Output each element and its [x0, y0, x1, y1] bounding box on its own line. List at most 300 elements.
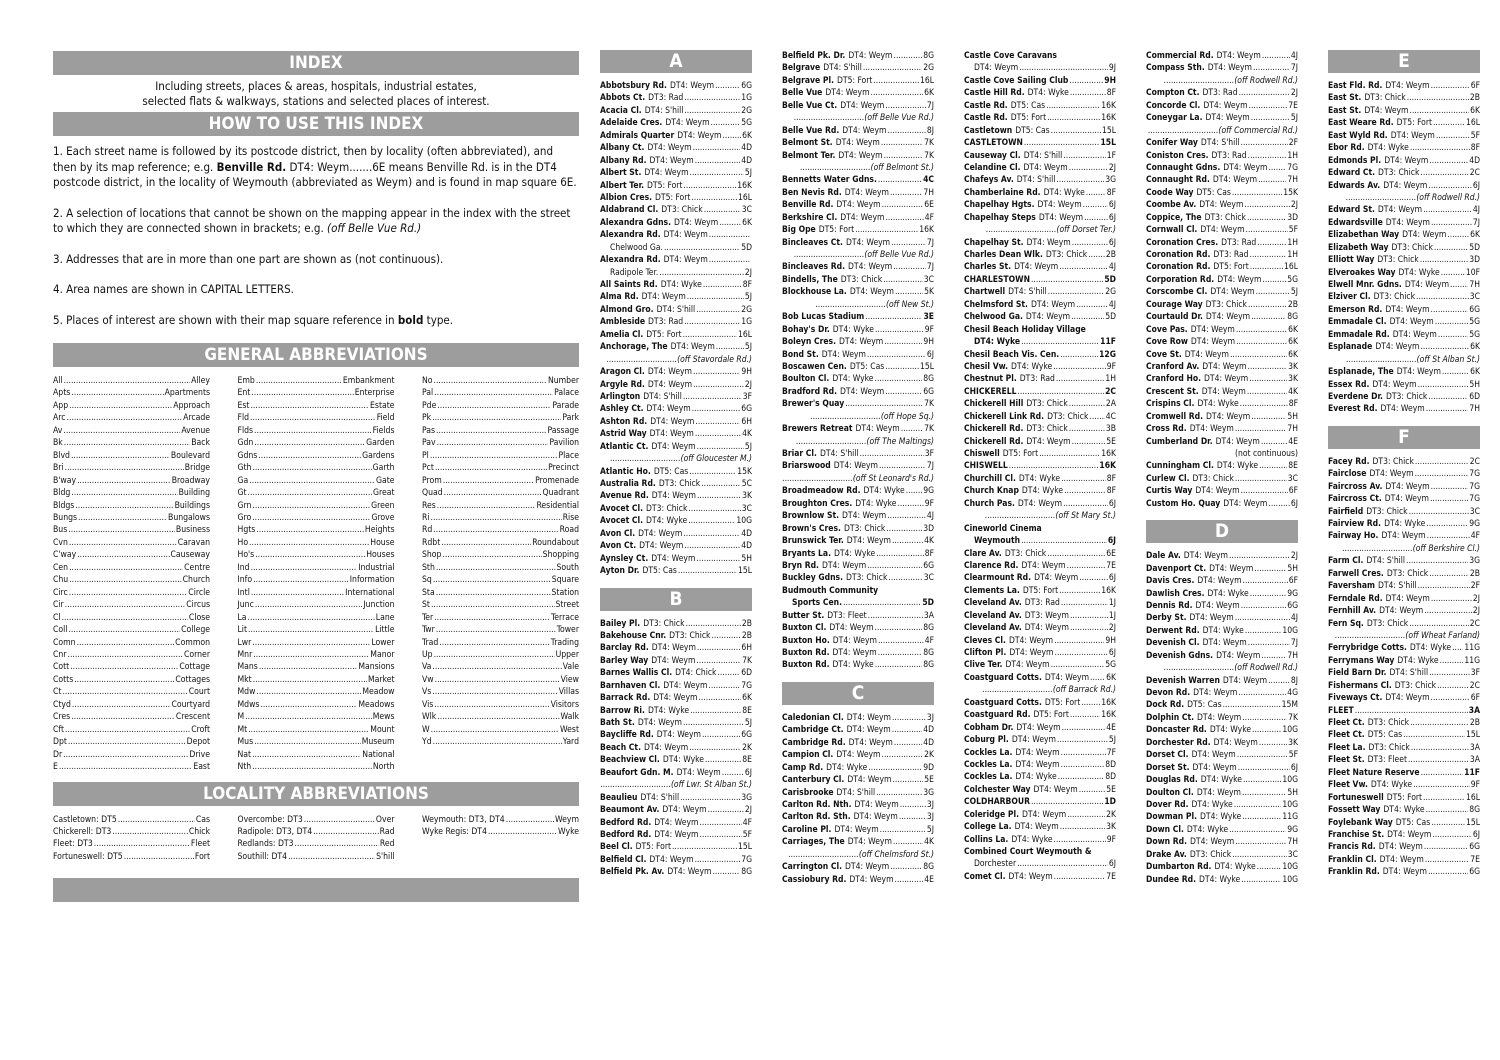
map-reference: 6J: [1290, 498, 1298, 509]
map-reference: 10G: [1282, 775, 1298, 786]
map-reference: 3G: [1105, 175, 1116, 186]
locality: DT3: Chick: [643, 618, 685, 629]
leader-dots: [1429, 667, 1470, 679]
leader-dots: [1436, 130, 1470, 142]
leader-dots: [664, 242, 740, 254]
index-entry: [782, 87, 934, 99]
index-entry: [1328, 841, 1480, 853]
leader-dots: [684, 540, 740, 552]
locality: DT4: Weym: [1021, 560, 1066, 571]
index-entry: [964, 722, 1116, 734]
leader-dots: [1238, 762, 1290, 774]
locality: DT3: Rad: [648, 317, 684, 328]
abbreviation-key: Sth: [422, 562, 435, 573]
locality: DT4: Weym: [650, 416, 695, 427]
leader-dots: [698, 692, 741, 704]
leader-dots: [59, 761, 192, 773]
abbreviation-key: Pas: [422, 425, 436, 436]
leader-dots: [701, 478, 741, 490]
leader-dots: [1447, 229, 1469, 241]
leader-dots: [715, 80, 740, 92]
street-name: Dorchester Rd.: [1146, 737, 1211, 748]
leader-dots: [1061, 747, 1106, 759]
leader-dots: [1055, 647, 1108, 659]
leader-dots: [256, 375, 342, 387]
leader-dots: [1088, 249, 1105, 261]
leader-dots: [248, 624, 374, 636]
abbreviation-value: Walk: [560, 712, 579, 723]
map-reference: 10G: [1282, 725, 1298, 736]
map-reference: 3F: [742, 391, 752, 402]
street-name: Church Pas.: [964, 498, 1015, 509]
locality: DT4: Weym: [1196, 787, 1242, 798]
abbreviation-key: Ho's: [237, 550, 255, 561]
index-entry: [964, 659, 1116, 671]
abbreviation-row: [53, 761, 210, 773]
locality: DT4: Wyke: [1370, 780, 1413, 791]
locality: DT3: Chick: [1204, 212, 1246, 223]
locality: DT4: Weym: [663, 680, 708, 691]
map-reference: 1D: [1104, 797, 1116, 808]
street-name: Bincleaves Ct.: [782, 237, 843, 248]
map-reference: 6K: [742, 217, 752, 228]
leader-dots: [1247, 361, 1287, 373]
map-reference: 6K: [1106, 672, 1116, 683]
locality: DT4: Weym: [1044, 672, 1090, 683]
street-name: Belle Vue Rd.: [782, 125, 840, 136]
map-reference: 2F: [1288, 138, 1298, 149]
index-entry: [964, 187, 1116, 199]
note-text: .............................(off Belmont St.): [800, 162, 934, 173]
map-reference: 5H: [1469, 379, 1480, 390]
street-name: Cockles La.: [964, 772, 1013, 783]
map-reference: 3K: [1288, 737, 1298, 748]
leader-dots: [693, 366, 740, 378]
note-text: .............................(off Wheat Farland): [1335, 630, 1480, 641]
abbreviation-key: Ctyd: [53, 699, 71, 710]
note-text: .............................(off St Alban St.): [1346, 354, 1480, 365]
map-reference: 16L: [1284, 262, 1298, 273]
index-entry: [1146, 824, 1298, 836]
street-name: Cranford Ho.: [1146, 374, 1202, 385]
leader-dots: [432, 412, 561, 424]
abbreviation-value: Promenade: [535, 475, 579, 486]
street-name: Abbotsbury Rd.: [600, 81, 667, 91]
locality: DT4: Weym: [1372, 379, 1417, 390]
abbreviation-key: Hgts: [237, 525, 256, 536]
map-reference: 3B: [1105, 424, 1116, 435]
index-entry: [600, 630, 752, 642]
map-reference: 16K: [1101, 697, 1116, 708]
map-reference: 2C: [1105, 386, 1116, 397]
index-note: [782, 473, 934, 485]
abbreviation-value: Lane: [375, 612, 395, 623]
leader-dots: [443, 475, 534, 487]
street-name: Connaught Rd.: [1146, 175, 1210, 186]
street-name: Fairway Ho.: [1328, 531, 1379, 542]
index-note: [964, 224, 1116, 236]
map-reference: 3K: [1288, 361, 1298, 372]
abbreviation-key: Wyke Regis: DT4: [422, 826, 487, 837]
leader-dots: [1019, 62, 1108, 74]
abbreviation-value: National: [362, 749, 395, 760]
abbreviation-key: Sta: [422, 587, 435, 598]
index-entry: [964, 747, 1116, 759]
map-reference: 5H: [1287, 563, 1298, 574]
index-entry: [782, 324, 934, 336]
locality: DT4: Weym: [1378, 842, 1423, 853]
leader-dots: [1069, 162, 1108, 174]
locality: DT4: Weym: [641, 292, 686, 303]
map-reference: 3C: [1469, 506, 1480, 517]
index-entry: [964, 150, 1116, 162]
abbreviation-key: Ter: [422, 612, 434, 623]
map-reference: 7J: [1290, 63, 1298, 74]
abbreviation-value: Roundabout: [532, 537, 579, 548]
abbreviation-row: [53, 724, 210, 736]
map-reference: 11F: [1464, 767, 1480, 778]
locality: DT4: Weym: [656, 730, 701, 741]
map-reference: 2B: [1469, 568, 1480, 579]
abbreviation-value: Fields: [372, 425, 395, 436]
street-name: Atlantic Ho.: [600, 466, 651, 477]
index-entry: [1146, 550, 1298, 562]
locality: DT4: Weym: [1011, 735, 1057, 746]
leader-dots: [893, 261, 926, 273]
street-name: Bob Lucas Stadium: [782, 312, 865, 323]
street-name: Carisbrooke: [782, 787, 834, 798]
locality: DT4: Weym: [639, 541, 684, 552]
index-entry: [600, 804, 752, 816]
abbreviation-key: Bungs: [53, 512, 78, 523]
note-text: .............................(off Rodwell Rd.): [1163, 75, 1298, 86]
leader-dots: [430, 450, 558, 462]
street-name: Buxton Rd.: [782, 648, 830, 658]
leader-dots: [1236, 336, 1287, 348]
abbreviation-row: [422, 624, 579, 636]
map-reference: 4F: [924, 635, 934, 646]
map-reference: 7E: [1106, 560, 1116, 571]
abbreviation-row: [53, 736, 210, 748]
map-reference: 6G: [741, 404, 752, 415]
locality: DT4: Weym: [1389, 317, 1434, 328]
street-name: Chafeys Av.: [964, 175, 1014, 186]
index-entry: [1146, 411, 1298, 423]
leader-dots: [253, 574, 349, 586]
leader-dots: [1428, 866, 1468, 878]
how-example: (off Belle Vue Rd.): [327, 221, 422, 235]
letter-header: C: [782, 682, 934, 705]
street-name: Fiveways Ct.: [1328, 693, 1383, 704]
leader-dots: [1017, 858, 1108, 870]
index-entry: [782, 286, 934, 298]
abbreviation-row: [422, 599, 579, 611]
street-name: Albany Rd.: [600, 155, 647, 166]
map-reference: 7E: [1106, 871, 1116, 882]
locality: DT4: Weym: [1017, 498, 1063, 509]
locality: DT4: Weym: [1377, 205, 1423, 216]
index-entry: [782, 762, 934, 774]
street-name: Derby St.: [1146, 613, 1187, 624]
street-name: Elliott Way: [1328, 255, 1375, 266]
index-entry: [1146, 373, 1298, 385]
index-entry: [1328, 180, 1480, 192]
street-name: Coppice, The: [1146, 212, 1202, 223]
note-text: .............................(off Barrack Rd.): [982, 685, 1116, 696]
index-entry: [600, 503, 752, 515]
map-reference: 6J: [1108, 200, 1116, 211]
leader-dots: [1056, 174, 1104, 186]
leader-dots: [68, 736, 186, 748]
leader-dots: [867, 560, 922, 572]
abbreviation-value: Park: [562, 413, 579, 424]
locality: DT4: Weym: [1023, 162, 1068, 173]
street-name: Cobham Dr.: [964, 722, 1014, 733]
locality: DT4: S'hill: [819, 449, 859, 459]
locality: DT3: Chick: [843, 523, 886, 534]
map-reference: 10G: [1282, 862, 1298, 873]
how-step: [53, 144, 579, 191]
index-entry: [782, 336, 934, 348]
index-entry: [782, 485, 934, 497]
map-reference: 2B: [1469, 718, 1480, 728]
locality: DT4: Weym: [1192, 762, 1237, 773]
map-reference: 6J: [1472, 829, 1480, 840]
street-name: Elveroakes Way: [1328, 267, 1396, 278]
abbreviation-value: Upper: [555, 649, 579, 660]
street-name: All Saints Rd.: [600, 280, 658, 290]
index-entry: [964, 585, 1116, 597]
locality-abbreviations-title: LOCALITY ABBREVIATIONS: [53, 782, 579, 806]
abbreviation-key: Mans: [237, 662, 258, 673]
abbreviation-row: [422, 562, 579, 574]
index-entry: [782, 635, 934, 647]
abbreviation-key: Emb: [237, 376, 255, 386]
map-reference: 15M: [1281, 700, 1298, 711]
how-text: 2. A selection of locations that cannot be shown on the mapping appear in the index with the street to which they are connected shown in brackets; e.g.: [53, 205, 571, 235]
locality: DT4: Weym: [1215, 436, 1260, 447]
leader-dots: [1232, 849, 1287, 861]
leader-dots: [256, 524, 364, 536]
index-entry: [600, 192, 752, 204]
map-reference: 9H: [923, 337, 934, 348]
street-name: Briar Cl.: [782, 449, 817, 459]
index-entry: [1146, 261, 1298, 273]
street-name: Bohay's Dr.: [782, 324, 830, 335]
abbreviation-row: [422, 450, 579, 462]
index-entry: [782, 787, 934, 799]
leader-dots: [1056, 373, 1104, 385]
leader-dots: [1229, 824, 1286, 836]
index-entry: [964, 460, 1116, 472]
leader-dots: [1253, 62, 1290, 74]
street-name: CHISWELL: [964, 461, 1008, 472]
abbreviation-row: [53, 624, 210, 636]
leader-dots: [69, 562, 183, 574]
index-entry: [600, 391, 752, 403]
locality: DT4: Weym: [1205, 312, 1251, 323]
street-name: FLEET: [1328, 705, 1354, 716]
leader-dots: [1048, 286, 1104, 298]
map-reference: 8F: [1106, 473, 1116, 484]
map-reference: 6G: [741, 730, 752, 741]
leader-dots: [1432, 829, 1472, 841]
leader-dots: [1086, 187, 1106, 199]
locality: DT5: Cas: [849, 361, 885, 372]
leader-dots: [1076, 299, 1108, 311]
leader-dots: [1262, 274, 1286, 286]
locality: DT4: Wyke: [1202, 625, 1244, 636]
leader-dots: [1047, 112, 1100, 124]
map-reference: 5F: [1288, 225, 1298, 236]
street-name: Aragon Cl.: [600, 367, 645, 378]
map-reference: 11G: [1464, 655, 1480, 666]
index-entry: [1328, 792, 1480, 804]
locality: DT5: Fort: [1396, 118, 1432, 129]
locality: DT4: Weym: [651, 643, 696, 654]
abbreviation-value: Street: [555, 600, 579, 611]
locality: DT4: Weym: [845, 237, 891, 248]
locality: DT4: Weym: [1189, 613, 1234, 624]
leader-dots: [868, 610, 923, 622]
index-entry: [600, 441, 752, 453]
map-reference: 3C: [923, 274, 934, 285]
index-entry: [1328, 605, 1480, 617]
leader-dots: [442, 549, 541, 561]
map-reference: 10G: [736, 516, 752, 527]
leader-dots: [1242, 712, 1287, 724]
street-name: Boleyn Cres.: [782, 337, 837, 348]
leader-dots: [1434, 242, 1468, 254]
locality: DT4: Weym: [654, 817, 699, 828]
map-reference: 7J: [926, 237, 934, 248]
index-intro: [53, 79, 579, 109]
locality: DT4: Weym: [663, 230, 708, 241]
index-entry: [1328, 518, 1480, 530]
map-reference: 3J: [926, 799, 934, 810]
index-note: [1146, 662, 1298, 674]
street-name: Compass Sth.: [1146, 63, 1205, 74]
note-text: .............................(off Stavordale Rd.): [606, 354, 752, 365]
leader-dots: [254, 425, 372, 437]
street-name: Fortuneswell: [1328, 792, 1384, 803]
leader-dots: [713, 866, 741, 878]
map-reference: 3A: [1468, 705, 1480, 716]
leader-dots: [697, 490, 741, 502]
leader-dots: [252, 462, 371, 474]
index-entry: [1328, 742, 1480, 754]
abbreviation-value: Manor: [370, 649, 395, 660]
abbreviation-value: Circus: [186, 600, 210, 611]
map-reference: 7K: [924, 138, 934, 149]
leader-dots: [1046, 100, 1100, 112]
locality: DT4: Weym: [1202, 361, 1247, 372]
locality: DT4: Weym: [651, 655, 696, 666]
leader-dots: [78, 512, 167, 524]
abbreviation-key: Dr: [53, 749, 63, 760]
abbreviation-value: North: [372, 762, 395, 773]
locality: DT4: Wyke: [832, 324, 874, 335]
map-reference: 16L: [738, 329, 752, 340]
street-name: Church Knap: [964, 486, 1019, 497]
street-name: Essex Rd.: [1328, 379, 1370, 390]
locality: DT4: Weym: [669, 81, 715, 91]
street-name: Buxton Cl.: [782, 623, 827, 634]
leader-dots: [1429, 568, 1469, 580]
leader-dots: [1410, 717, 1469, 729]
index-entry: [600, 379, 752, 391]
map-reference: 6G: [923, 560, 934, 571]
map-reference: 2B: [1287, 299, 1298, 310]
leader-dots: [697, 441, 744, 453]
leader-dots: [1259, 737, 1287, 749]
locality: DT3: Chick: [1189, 849, 1232, 860]
note-text: .............................(off Belle Vue Rd.): [793, 113, 934, 124]
abbreviation-key: La: [237, 612, 247, 623]
abbreviation-row: [422, 537, 579, 549]
leader-dots: [690, 705, 741, 717]
leader-dots: [695, 155, 741, 167]
letter-header: A: [600, 50, 752, 73]
abbreviation-key: Ga: [237, 475, 249, 486]
leader-dots: [712, 630, 741, 642]
leader-dots: [689, 742, 741, 754]
street-name: Chiswell: [964, 449, 1000, 459]
map-reference: 2J: [744, 267, 752, 278]
map-reference: 2K: [742, 742, 752, 753]
abbreviation-row: [53, 574, 210, 586]
leader-dots: [686, 618, 741, 630]
locality: DT3: Chick: [1366, 618, 1409, 629]
leader-dots: [878, 174, 922, 186]
locality: DT4: Weym: [842, 125, 887, 136]
street-name: Bath St.: [600, 718, 635, 728]
abbreviation-value: Rad: [379, 826, 395, 837]
street-name: Elizabeth Way: [1328, 242, 1389, 253]
map-reference: 2J: [744, 379, 752, 390]
abbreviation-value: East: [193, 762, 210, 773]
how-step: [53, 206, 579, 237]
locality: DT4: Weym: [1216, 51, 1261, 61]
leader-dots: [1230, 349, 1287, 361]
abbreviation-value: Green: [371, 500, 395, 511]
index-entry: [1328, 593, 1480, 605]
index-entry: [1328, 829, 1480, 841]
street-name: Coode Way: [1146, 187, 1194, 198]
street-name: Foylebank Way: [1328, 817, 1393, 828]
map-reference: 7G: [1469, 469, 1480, 480]
locality: DT4: Weym: [649, 155, 694, 166]
map-reference: 4E: [1288, 436, 1298, 447]
map-reference: 11F: [1100, 337, 1116, 348]
leader-dots: [709, 254, 751, 266]
street-name: Albert St.: [600, 168, 642, 179]
leader-dots: [1241, 485, 1288, 497]
abbreviation-key: Cotts: [53, 674, 74, 685]
abbreviation-row: [238, 711, 395, 723]
street-name: Belfield Pk. Dr.: [782, 51, 846, 61]
index-entry: [782, 560, 934, 572]
leader-dots: [1411, 742, 1469, 754]
leader-dots: [1252, 724, 1281, 736]
street-name: Bryants La.: [782, 548, 831, 559]
abbreviation-value: Boulevard: [170, 450, 210, 461]
locality: DT3: Chick: [1378, 168, 1420, 179]
leader-dots: [1242, 787, 1286, 799]
leader-dots: [69, 537, 177, 549]
locality: DT4: Weym: [846, 712, 891, 723]
abbreviation-value: Meadow: [362, 687, 395, 698]
